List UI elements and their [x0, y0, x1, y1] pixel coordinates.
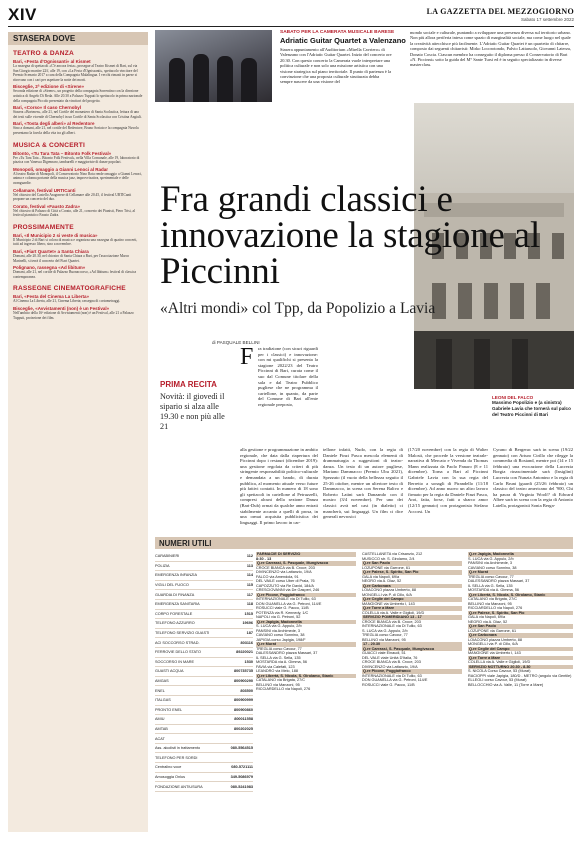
event-heading: Bari, «Tosta degli alberi» al Redentore — [13, 121, 95, 127]
box-text-col1: Stasera appuntamento all'Auditorium «Mirella Cavriero» di Valenzano con l'Adriatic Guitar Quartet. Inizio del concerto ore 20.30. Con questo concerto la Camerata vuole interpretare una politica culturale e non solo una missione artistica con una visione strategica sul piano territoriale. Il punto di partenza è la convinzione che una proposta culturale strutturata debba sempre nascere da una visione del — [280, 47, 392, 85]
number-value: 112 — [246, 554, 253, 559]
pharmacy-entry: MOSTARDA via A. Gimma, 56 — [256, 660, 307, 664]
number-value: 803500 — [240, 688, 253, 693]
pharmacy-entry: INTERNAZIONALE via Di Tullio, 63 — [256, 597, 316, 601]
event-text: La rassegna di spettacoli «C'è ancora festa», prosegue al Teatro Kismet di Bari, sul via San Giorgio martire 22/f, alle 19, con «La Festa d'Ognissanti», spettacolo vincitore del Premio Scenario 2017 a cura della Compagnia Malalingua. I vecchi rimasti in paese si ritrovano con i cari per aspettare la notte dei morti. — [13, 64, 138, 82]
district-heading: Q.re Japigia, Madonnella — [468, 552, 573, 557]
pharmacy-entry: TREGLIA corso Cavour, 77 — [362, 633, 408, 637]
number-value: 080-5564515 — [230, 746, 253, 751]
numeri-utili-banner — [155, 537, 573, 549]
pharmacy-entry: DON GUANELLA via G. Petroni, 114/E — [362, 678, 428, 682]
pharmacy-entry: TREGLIA corso Cavour, 77 — [468, 574, 514, 579]
stasera-dove-banner — [8, 32, 148, 45]
farmacie-title: FARMACIE DI SERVIZIO — [256, 552, 356, 557]
pull-quote-kicker: PRIMA RECITA — [160, 380, 217, 389]
pharmacy-entry: CAPOZZUTO via Re David, 184/A — [256, 583, 314, 588]
district-heading: Q.re Carrassi, S. Pasquale, Mungivacca — [362, 647, 462, 652]
number-value: 117 — [246, 592, 253, 597]
district-heading: Q.re Palese, S. Spirito, San Pio — [468, 611, 573, 616]
number-row — [155, 638, 253, 648]
box-title: Adriatic Guitar Quartet a Valenzano — [280, 36, 406, 45]
farmacie-column-3 — [468, 552, 573, 834]
pharmacy-entry: LOZUPONE via Garrone, 61 — [468, 628, 517, 633]
number-name: FONDAZIONE ANTIUSURA — [155, 784, 203, 789]
number-name: Ass. alcolisti in trattamento — [155, 746, 201, 751]
number-row — [155, 552, 253, 562]
pharmacy-entry: JAPIGIA corso Japigia, 198/F — [256, 637, 306, 642]
district-heading: Q.re Ceglie del Campo — [362, 597, 462, 602]
section-title: TEATRO & DANZA — [13, 50, 74, 57]
number-name: TELEFONO SERVIZIO GUASTI — [155, 631, 210, 636]
number-value: 187 — [246, 631, 253, 636]
caption-label: LEONI DEL FALCO — [492, 395, 534, 400]
number-name: PRONTO ENEL — [155, 707, 183, 712]
photo-caption — [492, 395, 572, 418]
pharmacy-entry: RICCIARDELLO via Napoli, 276 — [256, 687, 311, 691]
event-text: Nell'ambito della 16ª edizione di Avvistamenti (non) è un Festival, alle 21 a Palazzo Tupputi, proiezione dei film. — [13, 311, 134, 320]
number-value: 800900999 — [233, 698, 253, 703]
number-value: 89220021 — [236, 650, 253, 655]
number-row — [155, 562, 253, 572]
pharmacy-entry: LEANDRO via Melo, 188 — [256, 669, 298, 673]
article-col-d: Cyrano di Bergerac sarà in scena (19/22 gennaio) con Arturo Cirillo che rilegge la commedia di Rostand, mentre poi (14 e 15 febbraio) una evocazione della Lucrezia Borgia rinascimentale sarà (Insiglini) Lucrezia con Nunzia Antonino e la regia di Carlo Bruni (guardi (25/26 febbraio) un classico del teatro americano del '900, Chi ha paura di Virginia Woolf? di Edward Albee sarà in scena con la regia di Antonio Latella, protagonisti Sonia Berga- — [493, 447, 573, 508]
byline: di PASQUALE BELLINI — [212, 340, 260, 345]
caption-text: Massimo Popolizio e (a sinistra) Gabriele Lavia che tornerà sul palco del Teatro Piccinni di Bari — [492, 400, 571, 417]
number-value: 349-5086979 — [230, 774, 253, 779]
pharmacy-entry: PANSINI via Archimede, 3 — [468, 561, 513, 565]
number-name: GUASTI ACQUA — [155, 669, 184, 674]
section-title: PROSSIMAMENTE — [13, 223, 74, 231]
district-heading: Q.re Carrassi, S. Pasquale, Mungivacca — [256, 561, 356, 566]
number-name: CARABINIERI — [155, 554, 180, 559]
number-name: FERROVIE DELLO STATO — [155, 650, 201, 655]
event-heading: Polignano, rassegna «Ad libitum» — [13, 265, 86, 271]
article-subtitle: «Altri mondi» col Tpp, da Popolizio a Lavia — [160, 300, 436, 317]
event-text: Per «Tu Tara Tata – Bitonto Folk Festival», nella Villa Comunale, alle 19, laboratorio di pizzica con Vanessa Digennaro, tamburelli e maggioriste di danze popolari. — [13, 155, 140, 165]
number-row — [155, 763, 253, 773]
farmacie-hours: 8:30 - 13 — [256, 556, 272, 561]
pharmacy-entry: CRESCIOVANNI via De Gasperi, 246 — [256, 588, 320, 592]
number-value: 803116 — [240, 640, 253, 645]
event-heading: Bari, «Festa del Cinema La Liberta» — [13, 294, 90, 300]
district-heading: Q.re San Paolo — [468, 624, 573, 629]
district-heading: Q.re Murat — [468, 570, 573, 575]
event-text: Domani, alle 20.30, nel chiostro di Santa Chiara a Bari, per l'associazione Marco Marinelli, si terrà il concerto del Fiart Quartet. — [13, 254, 130, 263]
number-name: VIGILI DEL FUOCO — [155, 583, 189, 588]
number-name: Amosoggia Onlus — [155, 774, 185, 779]
farmacie-column-1 — [256, 552, 356, 834]
section-title: MUSICA & CONCERTI — [13, 141, 86, 149]
district-heading: SERVIZIO NOTTURNO 20.30 - 8.30 — [468, 665, 573, 670]
pharmacy-entry: CATALANO via Brigata, 27/C — [468, 597, 518, 601]
number-name: TELEFONO PER SORDI — [155, 755, 198, 760]
farmacie-list-1 — [256, 561, 356, 692]
number-name: AMGAS — [155, 679, 169, 684]
district-heading: Q.re Carbonara — [362, 584, 462, 589]
number-value: 1530 — [244, 659, 253, 664]
pharmacy-entry: GALA via Napoli, 69/a — [362, 574, 400, 579]
pharmacy-entry: COLELLA via A. Valle e Giglioli, 19/D — [362, 610, 425, 615]
event-text: Domani, alle 21, nel cortile di Palazzo Buonaccorso, «Ad libitum» festival di classica contemporanea. — [13, 270, 137, 279]
number-row — [155, 658, 253, 668]
farmacie-column-2 — [362, 552, 462, 834]
pharmacy-entry: DEL VAILE corso Uber di Praia, 76 — [256, 579, 315, 583]
event-heading: Bari, «Il Municipio 2 si veste di musica» — [13, 232, 98, 238]
number-row — [155, 725, 253, 735]
pharmacy-entry: PANSINI via Archimede, 3 — [256, 628, 301, 633]
number-value: 118 — [246, 602, 253, 607]
number-name: EMERGENZA SANITARIA — [155, 602, 200, 607]
banner-label: STASERA DOVE — [13, 34, 76, 43]
number-row — [155, 610, 253, 620]
article-title: Fra grandi classici e innovazione la stagione al Piccinni — [160, 179, 541, 292]
district-heading: Q.re Picone, Poggiofranco — [256, 593, 356, 598]
number-value: 800900860 — [233, 707, 253, 712]
pharmacy-entry: IL SELLA via G. Sella, 135 — [256, 655, 301, 660]
box-kicker: SABATO PER LA CAMERATA MUSICALE BARESE — [280, 30, 395, 35]
event-text: Sino a domani, alle 21, nel cortile del Redentore, Bruno Soriato e la compagnia Nuvola presentano la favola della vita tra gli alberi. — [13, 126, 139, 135]
pharmacy-entry: CROCE BIANCA via B. Croce, 203 — [362, 660, 421, 664]
event-heading: Monopoli, omaggio a Gianni Lenoci al Radar — [13, 166, 109, 172]
event-heading: Cellamare, festival URTICanti — [13, 187, 76, 193]
pharmacy-entry: NEGRO via A. Diaz, 52 — [468, 619, 508, 624]
pharmacy-entry: MUSICCO str. S. Girolamo, 2/4 — [362, 556, 415, 561]
number-value: 800900290 — [233, 679, 253, 684]
pharmacy-entry: BELLINO via Manzoni, 95 — [468, 601, 512, 606]
article-col-b: tellone infatti, Nudo, con la regia di Daniele Finzi Pasca mescola elementi di drammaturgia a suggestioni di teatro-danza. Un testo di un autore pugliese, Mariano Dammacco (Premio Ubu 2021), Spezzato (il vuoto della bellezza seguito il 25-26 ottobre, mentre un ulteriore testo di Dammacco, in scena con Serena Balivo e Roberto Latini sarà Danzando con il mostro (3/4 novembre). Per uno dei classici avrà nel cast (in dialetto) ci mancherà, sui linguaggi. Un film ci dice generali nevrosici — [323, 447, 403, 520]
pull-quote-text: Novità: il giovedì il sipario si alza alle 19.30 e non più alle 21 — [160, 392, 225, 431]
district-heading: Q.re Carbonara — [468, 633, 573, 638]
pharmacy-entry: MONGELLI via P. di Cillo, 6/A — [362, 592, 412, 597]
pharmacy-entry: CROCE BIANCA via B. Croce, 203 — [362, 619, 421, 624]
stasera-dove-column — [8, 32, 148, 832]
pharmacy-entry: CAVIANO corso Sonnino, 38 — [256, 633, 305, 637]
pharmacy-entry: LOIACONO piazza Umberto, 88 — [362, 588, 417, 592]
district-heading: 17 - 20.30 — [362, 642, 462, 647]
number-row — [155, 677, 253, 687]
pharmacy-entry: MONGELLI via P. di Cillo, 6/A — [468, 642, 518, 646]
number-row — [155, 734, 253, 744]
number-row — [155, 715, 253, 725]
pharmacy-entry: FAVIA via Calefati, 123 — [256, 664, 295, 669]
event-text: Nel chiostro del Castello Aragonese di Cellamare alle 20.45, il festival URTICanti propone un concerto del duo. — [13, 192, 132, 202]
number-value: 19696 — [242, 621, 253, 626]
box-text-col2: mondo sociale e culturale, puntando a sviluppare una presenza diversa sul territorio urbano. Non più allora periferia intesa come spazio di marginalità sociale, ma come luogo nel quale la creatività attecchisce più facilmente. L'Adriatic Guitar Quartet è un quartetto di chitarre, composto dai seguenti chitarristi: Mirko Locorotondo, Palvio Lattaruolo, Giovanni Laterza, Donato Coscia. Ciascun membro ha conseguito il diploma presso il Conservatorio di Bari «N. Piccinni» sotto la guida del M° Sante Tursi ed è in seguito specializzato in diverse masterclass. — [410, 30, 571, 68]
pharmacy-entry: POTENZA via R. Kennedy, 1/C — [256, 610, 309, 615]
event-heading: Bisceglie, «Avvistamenti (non) è un Festival» — [13, 306, 110, 312]
pharmacy-entry: BELLINO via Manzoni, 95 — [362, 637, 406, 642]
page-number: XIV — [8, 5, 37, 24]
quartet-photo — [155, 30, 272, 102]
number-row — [155, 619, 253, 629]
number-name: ACI SOCCORSO STRAD. — [155, 640, 200, 645]
district-heading: Q.re San Paolo — [362, 561, 462, 566]
pharmacy-entry: BELLINO via Manzoni, 95 — [256, 682, 300, 687]
number-row — [155, 744, 253, 754]
district-heading: Q.re Torre a Mare — [362, 606, 462, 611]
pharmacy-entry: S. NICOLA Corso Cavour, 53 (Murat) — [468, 669, 531, 673]
pharmacy-entry: GUACCI viale Einaudi, 51 — [362, 651, 406, 655]
number-row — [155, 753, 253, 763]
page-header — [8, 4, 574, 27]
numbers-list — [155, 552, 253, 792]
sidebar-sections — [13, 48, 143, 320]
district-heading: Q.re Japigia, Madonnella — [256, 620, 356, 625]
pharmacy-entry: FALCO via Amendola, 91 — [256, 574, 299, 579]
district-heading: Q.re Picone, Poggiofranco — [362, 669, 462, 674]
event-text: Il Municipio 2 di Bari si colora di musica e organizza una rassegna di quattro concerti, tutti ad ingresso libero, sino a novembre. — [13, 237, 138, 247]
masthead: LA GAZZETTA DEL MEZZOGIORNO — [426, 7, 574, 16]
pharmacy-entry: IL SELLA via G. Sella, 135 — [468, 583, 513, 588]
pharmacy-entry: CATALANO via Brigata, 27/C — [256, 678, 306, 682]
pharmacy-entry: MANGIONE via Umberto I, 143 — [362, 601, 415, 606]
pharmacy-entry: RICCIARDELLO via Napoli, 276 — [468, 606, 523, 610]
number-value: 800735735 — [233, 669, 253, 674]
numeri-utili-label: NUMERI UTILI — [159, 539, 212, 548]
number-row — [155, 571, 253, 581]
article-col-c: (17/20 novembre) con la regia di Walter Malosti, che procede la versione teatrale-narrativa di Mercato e Vivenda da Thomas Mann realizzata da Paolo Panaro (8 e 11 dicembre). Torna a Bari al Piccinni Gabriele Lavia con la sua regia del Berretto a sonagli di Pirandello (11/18 dicembre). Ad anno nuovo un altro lavoro firmato per la regia da Daniele Finzi Pasca, Aroi, fatta, forse, fatti a sbarco amor (12/15 gennaio) con protagonista Stefano Accorsi. Un — [408, 447, 488, 514]
event-text: Seconda edizione di «Sirene», un progetto della compagnia Sorrentino con la direzione artistica di Angelo Di Reda. Alle 20.30 a Palazzo Tupputi lo spettacolo in prima nazionale della compagnia Piccolo presentato da vincitori del progetto. — [13, 89, 143, 103]
district-heading: Q.re Ceglie del Campo — [468, 647, 573, 652]
number-row — [155, 600, 253, 610]
number-value: 800011558 — [234, 717, 253, 722]
issue-date: Sabato 17 settembre 2022 — [520, 17, 574, 22]
pharmacy-entry: LOIACONO piazza Umberto, 88 — [468, 637, 523, 642]
drop-cap: F — [240, 344, 254, 370]
pharmacy-entry: RACIOPPI viale Japigia, 180/D - METRO (angolo via Gentile) — [468, 673, 572, 678]
pharmacy-entry: DON GUANELLA via G. Petroni, 114/E — [256, 601, 322, 606]
article-first-paragraph: ra tradizione (con sicuri riguardi per i classici) e innovazione: con mi qualifichi si presenta la stagione 2022/23 del Teatro Piccinni di Bari, curata come il suo dal Comune titolare della sala e dal Teatro Pubblico pugliese che ne programma il cartellone, in quanto, da parte del Comune di Bari all'ente regionale preposto, — [258, 346, 318, 407]
pharmacy-entry: ROSUCCI viale G. Pacco, 11/B — [256, 606, 309, 610]
district-heading: Q.re Murat — [256, 642, 356, 647]
number-value: 080-5241983 — [230, 784, 253, 789]
pharmacy-entry: MOSTARDA via A. Gimma, 56 — [468, 588, 519, 592]
pharmacy-entry: CROCE BIANCA via B. Croce, 203 — [256, 565, 315, 570]
event-text: Nel chiostro di Palazzo di Città a Corato, alle 21, concerto dei Pianisti, Piero Trisi, al festival pianistico Fausto Zadra. — [13, 208, 136, 218]
number-value: 080-5721111 — [231, 765, 253, 770]
pharmacy-entry: INTERNAZIONALE via Di Tullio, 63 — [362, 624, 422, 628]
district-heading: Q.re Libertà, S. Nicola, S. Girolamo, Stanic — [256, 674, 356, 679]
district-heading: Q.re Palese, S. Spirito, San Pio — [362, 570, 462, 575]
pharmacy-entry: CASTELLANETA via Crisanzio, 212 — [362, 552, 423, 556]
district-heading: SERVIZIO POMERIDIANO 13 - 17 — [362, 615, 462, 620]
event-text: Al Cinema La Liberta, alle 21, Cinema Liberta; rassegna di cortometraggi. — [13, 299, 121, 304]
number-value: 113 — [246, 563, 253, 568]
event-heading: Bari, «Corso» Il caso Chernobyl — [13, 105, 82, 111]
number-value: 115 — [246, 583, 253, 588]
event-text: Stasera «Bortmen», alle 21, nel Cortile del monastero di Santa Scolastica, lettura di uno dei testi sulle vicende di Chernobyl in un Cortile di Santa Scolastica con Cristina Angiuli. — [13, 110, 142, 119]
number-row — [155, 648, 253, 658]
number-row — [155, 581, 253, 591]
number-row — [155, 706, 253, 716]
pharmacy-entry: NEGRO via A. Diaz, 52 — [362, 579, 402, 583]
article-col-a: alla gestione e programmazione in ambito regionale, che data dalla riapertura del Piccinni dopo i restauri (dicembre 2019): una gestione regolata da criteri di più stringente responsabilità politico-culturale e demandata a un bando, di durata pubblica, al momento attuale verso future più fattivi contatti. In numero di 18 sono gli spettacoli in cartellone al Petruzzelli, compresi alcuni della sezione Danza (Bari-Dub) ormai da qualche anno entrati stabilmente accanto a quelli di prosa, in una ormai acquisita pubblicistica dei linguaggi. Il primo lavoro in car- — [240, 447, 318, 525]
pharmacy-entry: INTERNAZIONALE via Di Tullio, 63 — [362, 673, 422, 678]
number-row — [155, 629, 253, 639]
pharmacy-entry: NAPOLI via G. Petroni, 52 — [256, 615, 301, 619]
pharmacy-entry: COLELLA via A. Valle e Giglioli, 19/D — [468, 660, 531, 664]
number-row — [155, 782, 253, 792]
event-heading: Bari, «Festa d'Ognissanti» al Kismet — [13, 59, 91, 64]
number-row — [155, 590, 253, 600]
pharmacy-entry: DALESSANDRO piazza Massari, 37 — [256, 651, 318, 655]
number-name: ENEL — [155, 688, 165, 693]
number-row — [155, 773, 253, 783]
number-name: POLIZIA — [155, 563, 170, 568]
pharmacy-entry: S. LUCA via G. Appulo, 2/b — [468, 556, 514, 561]
number-name: ACAT — [155, 736, 165, 741]
district-heading: Q.re Torre a Mare — [468, 656, 573, 661]
number-name: Centralino voce — [155, 765, 182, 770]
number-name: SOCCORSO IN MARE — [155, 659, 195, 664]
pharmacy-entry: DIVINCENZO via Lattanzio, 19/A — [256, 570, 312, 574]
pharmacy-entry: DEL VALE viale Unità D'Italia, 76 — [362, 655, 418, 660]
pharmacy-entry: ROSUCCI viale G. Pacco, 11/B — [362, 682, 415, 687]
number-name: AMIU — [155, 717, 165, 722]
number-name: AMTAB — [155, 726, 168, 731]
pharmacy-entry: DIVINCENZO via Lattanzio, 19/A — [362, 664, 418, 669]
pharmacy-entry: GALA via Napoli, 69/a — [468, 615, 506, 619]
event-text: Al teatro Radar di Monopoli, il Conservatorio Nino Rota rende omaggio a Gianni Lenoci, anima e colonna portante della musica jazz, improvvisativa, sperimentale e delle avanguardie. — [13, 171, 143, 185]
number-name: ITALGAS — [155, 698, 171, 703]
pharmacy-entry: MANGIONE via Umberto I, 143 — [468, 651, 521, 655]
number-name: CORPO FORESTALE — [155, 611, 193, 616]
number-name: EMERGENZA INFANZIA — [155, 573, 197, 578]
district-heading: Q.re Libertà, S. Nicola, S. Girolamo, Stanic — [468, 593, 573, 598]
pharmacy-entry: TREGLIA corso Cavour, 77 — [256, 646, 302, 651]
number-row — [155, 667, 253, 677]
pharmacy-entry: BELLOCCHIO via A. Valle, 11 (Torre a Mare) — [468, 682, 544, 687]
number-value: 1515 — [244, 611, 253, 616]
number-name: GUARDIA DI FINANZA — [155, 592, 195, 597]
pharmacy-entry: CAVIANO corso Sonnino, 38 — [468, 565, 517, 570]
event-heading: Corato, festival «Fausto Zadra» — [13, 203, 81, 209]
section-title: RASSEGNE CINEMATOGRAFICHE — [13, 285, 126, 293]
pharmacy-entry: ELLEOLI corso Cavour, 53 (Murat) — [468, 678, 527, 682]
number-value: 800202025 — [233, 726, 253, 731]
number-name: TELEFONO AZZURRO — [155, 621, 195, 626]
event-heading: Bitonto, «Tu Tara Tata – Bitonto Folk Festival» — [13, 150, 112, 156]
pharmacy-entry: DALESSANDRO piazza Massari, 37 — [468, 579, 530, 583]
pharmacy-entry: S. LUCA via G. Appulo, 2/b — [362, 628, 408, 633]
event-heading: Bisceglie, 2ª edizione di «Sirene» — [13, 84, 84, 90]
pharmacy-entry: S. LUCA via G. Appulo, 2/b — [256, 624, 302, 628]
event-heading: Bari, «Fiart Quartet» a Santa Chiara — [13, 249, 89, 255]
number-row — [155, 686, 253, 696]
pharmacy-entry: LOZUPONE via Garrone, 61 — [362, 565, 411, 570]
number-row — [155, 696, 253, 706]
number-value: 114 — [246, 573, 253, 578]
